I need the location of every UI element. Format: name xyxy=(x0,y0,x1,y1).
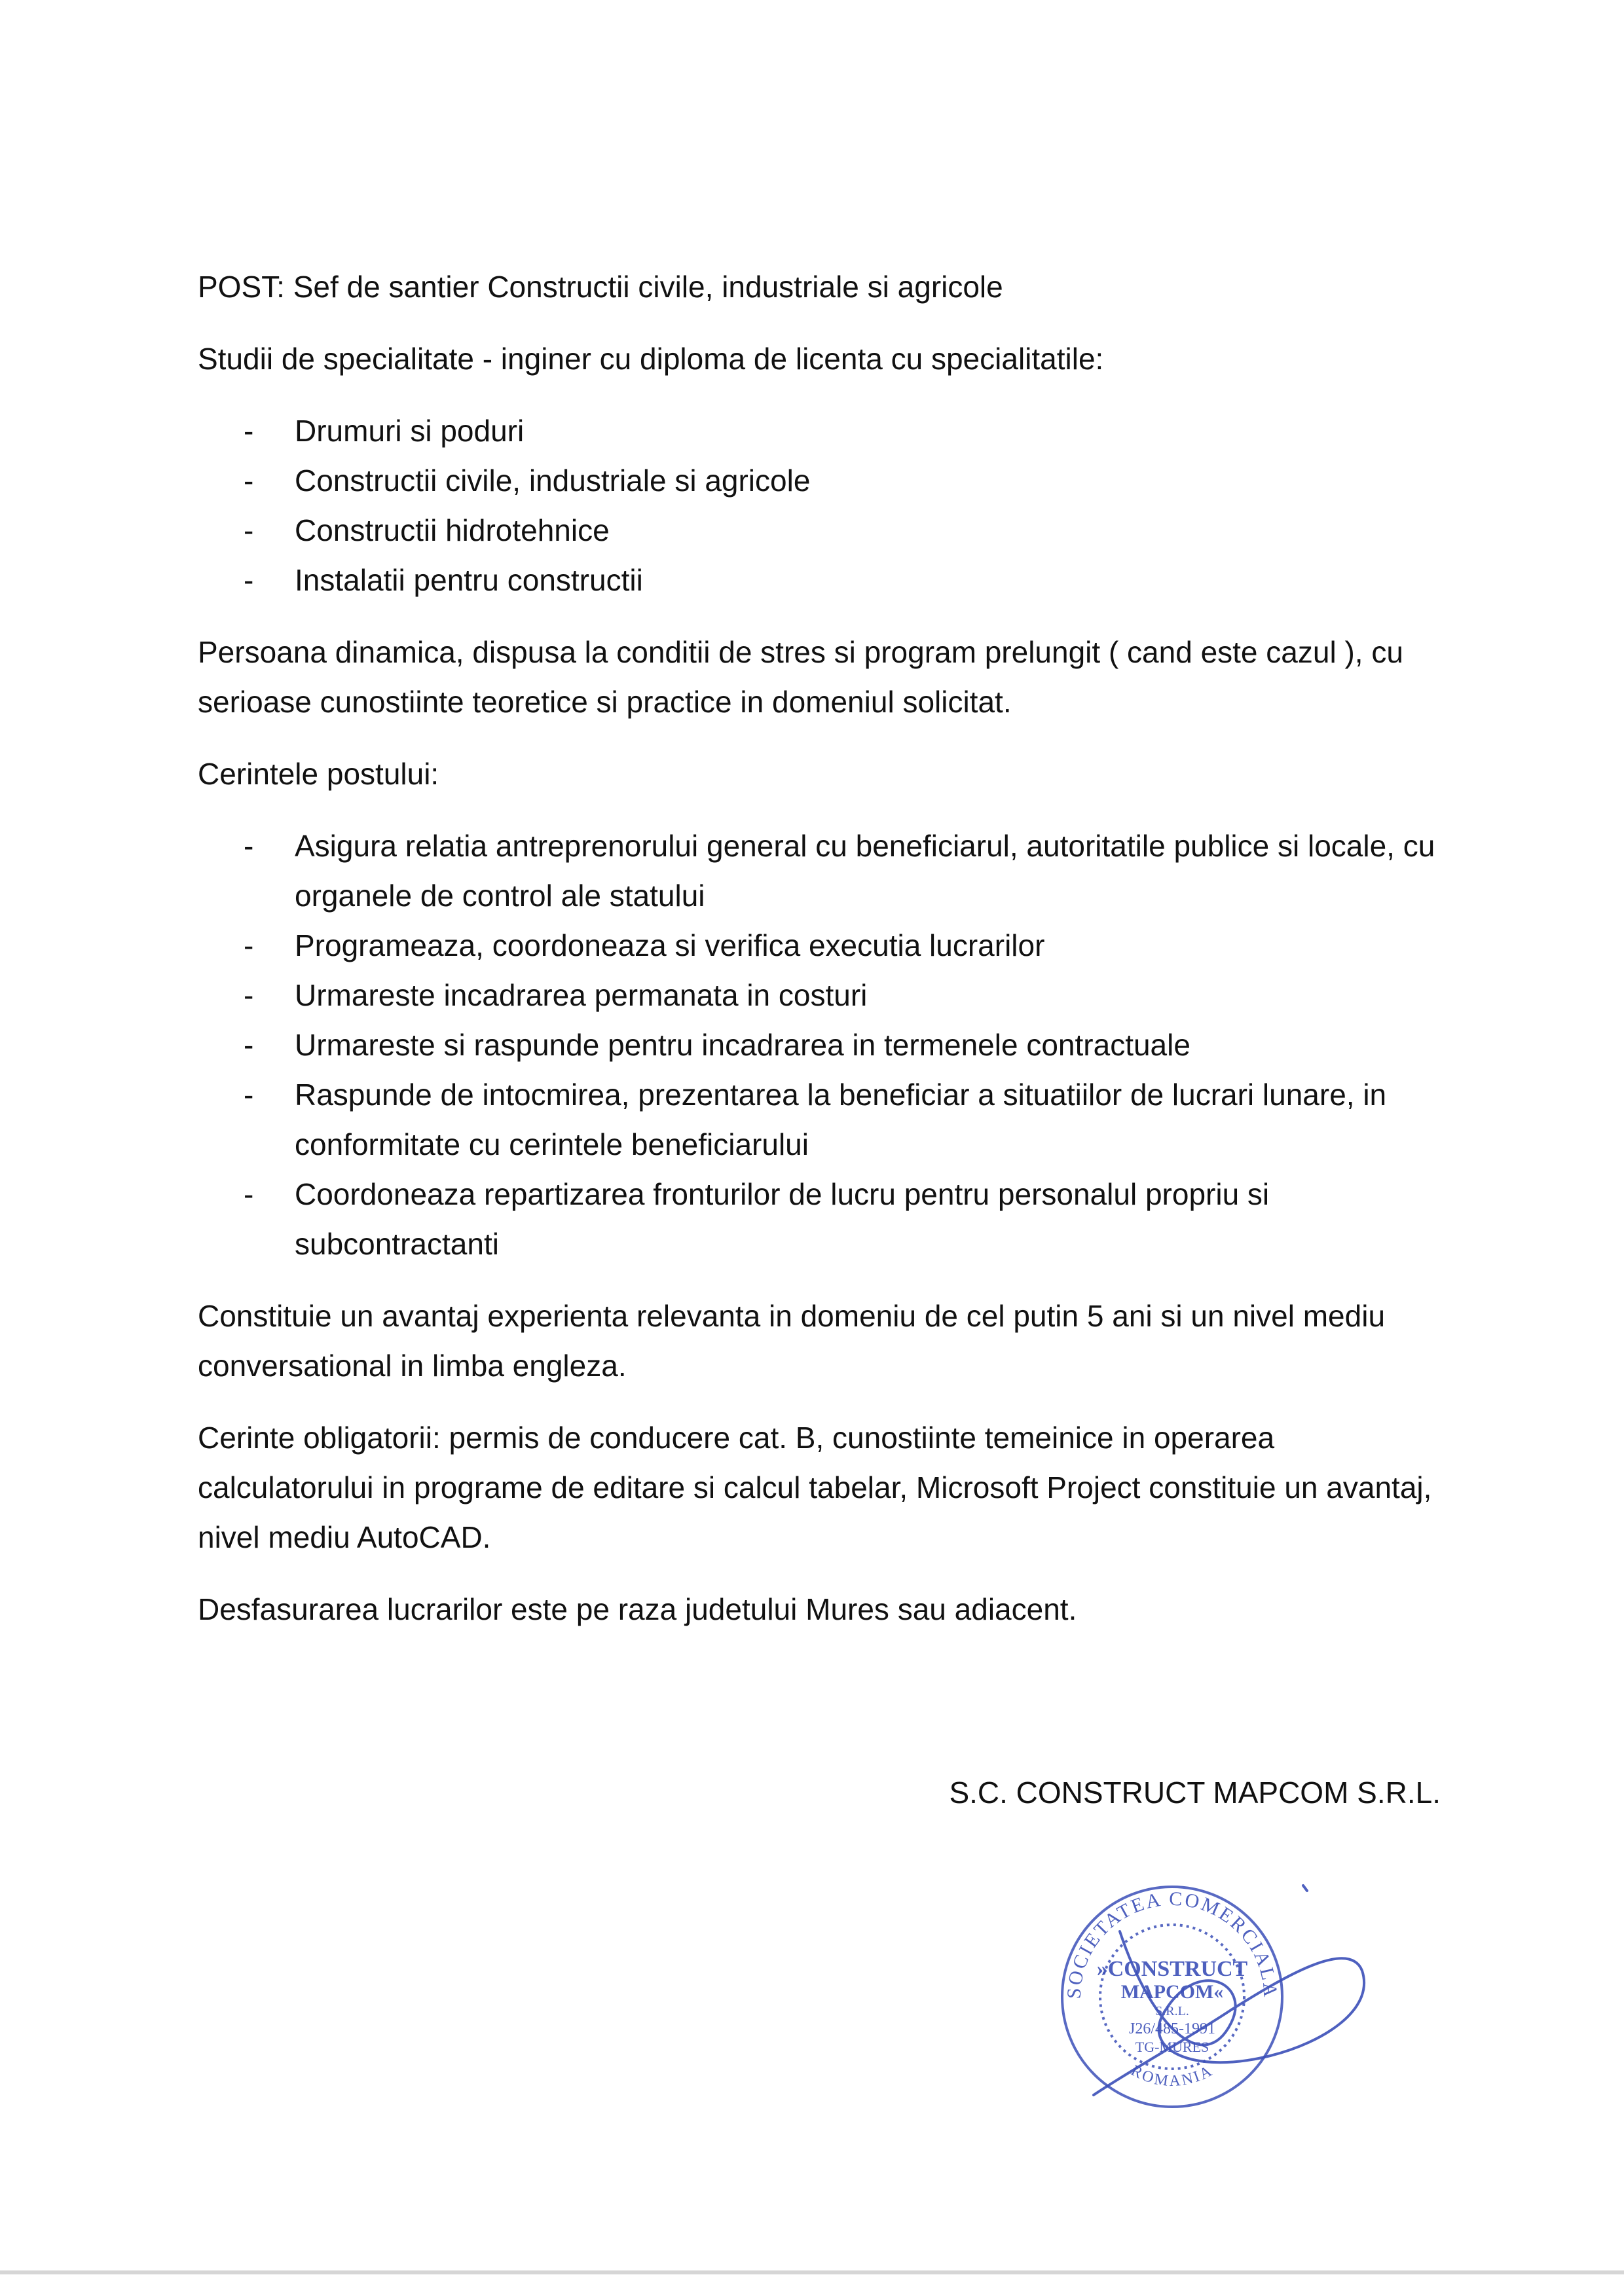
list-item: - Raspunde de intocmirea, prezentarea la beneficiar a situatiilor de lucrari lunare, in conformitate cu cerintele beneficiarului xyxy=(198,1070,1455,1169)
list-item: - Asigura relatia antreprenorului general cu beneficiarul, autoritatile publice si locale, cu organele de control ale statului xyxy=(198,821,1455,920)
stamp-outer-text: SOCIETATEA COMERCIALA xyxy=(1063,1887,1282,1999)
list-item: - Urmareste incadrarea permanata in costuri xyxy=(198,970,1455,1020)
list-item: - Instalatii pentru constructii xyxy=(198,555,1455,605)
list-item: - Drumuri si poduri xyxy=(198,406,1455,456)
dash-bullet: - xyxy=(244,464,254,498)
requirements-heading: Cerintele postului: xyxy=(198,757,439,791)
stamp-city: TG-MURES xyxy=(1135,2039,1209,2055)
dash-bullet: - xyxy=(244,829,254,863)
scan-edge-line xyxy=(0,2270,1624,2274)
dash-bullet: - xyxy=(244,1028,254,1062)
dash-bullet: - xyxy=(244,1078,254,1112)
stamp-reg-number: J26/485-1991 xyxy=(1129,2020,1215,2037)
company-stamp xyxy=(1035,1859,1401,2121)
list-item: - Programeaza, coordoneaza si verifica executia lucrarilor xyxy=(198,920,1455,970)
stamp-country: ROMANIA xyxy=(1128,2062,1217,2090)
dash-bullet: - xyxy=(244,1177,254,1211)
dash-bullet: - xyxy=(244,513,254,547)
profile-paragraph: Persoana dinamica, dispusa la conditii de stres si program prelungit ( cand este cazul ), cu serioase cunostiinte teoretice si practice in domeniul solicitat. xyxy=(198,635,1403,719)
studies-intro: Studii de specialitate - inginer cu diploma de licenta cu specialitatile: xyxy=(198,342,1104,376)
dash-bullet: - xyxy=(244,414,254,448)
document-body xyxy=(198,262,1455,1656)
signature-dot xyxy=(1303,1886,1307,1891)
advantage-paragraph: Constituie un avantaj experienta relevanta in domeniu de cel putin 5 ani si un nivel mediu conversational in limba engleza. xyxy=(198,1299,1386,1383)
stamp-name-line1: »CONSTRUCT xyxy=(1096,1957,1248,1981)
list-item: - Urmareste si raspunde pentru incadrarea in termenele contractuale xyxy=(198,1020,1455,1070)
company-name: S.C. CONSTRUCT MAPCOM S.R.L. xyxy=(949,1776,1441,1810)
list-item: - Constructii civile, industriale si agricole xyxy=(198,456,1455,505)
post-title: POST: Sef de santier Constructii civile, industriale si agricole xyxy=(198,270,1003,304)
specialties-list xyxy=(198,406,1455,605)
mandatory-paragraph: Cerinte obligatorii: permis de conducere cat. B, cunostiinte temeinice in operarea calculatorului in programe de editare si calcul tabelar, Microsoft Project constituie un avantaj, nivel mediu AutoCAD. xyxy=(198,1421,1432,1554)
dash-bullet: - xyxy=(244,978,254,1012)
dash-bullet: - xyxy=(244,928,254,962)
requirements-list xyxy=(198,821,1455,1269)
list-item: - Coordoneaza repartizarea fronturilor de lucru pentru personalul propriu si subcontractanti xyxy=(198,1169,1455,1269)
stamp-type: S.R.L. xyxy=(1155,2004,1189,2018)
list-item: - Constructii hidrotehnice xyxy=(198,505,1455,555)
stamp-name-line2: MAPCOM« xyxy=(1120,1981,1224,2003)
dash-bullet: - xyxy=(244,563,254,597)
signature-block xyxy=(943,1768,1441,1817)
signature-stroke xyxy=(1094,1931,1364,2095)
location-paragraph: Desfasurarea lucrarilor este pe raza judetului Mures sau adiacent. xyxy=(198,1592,1077,1626)
